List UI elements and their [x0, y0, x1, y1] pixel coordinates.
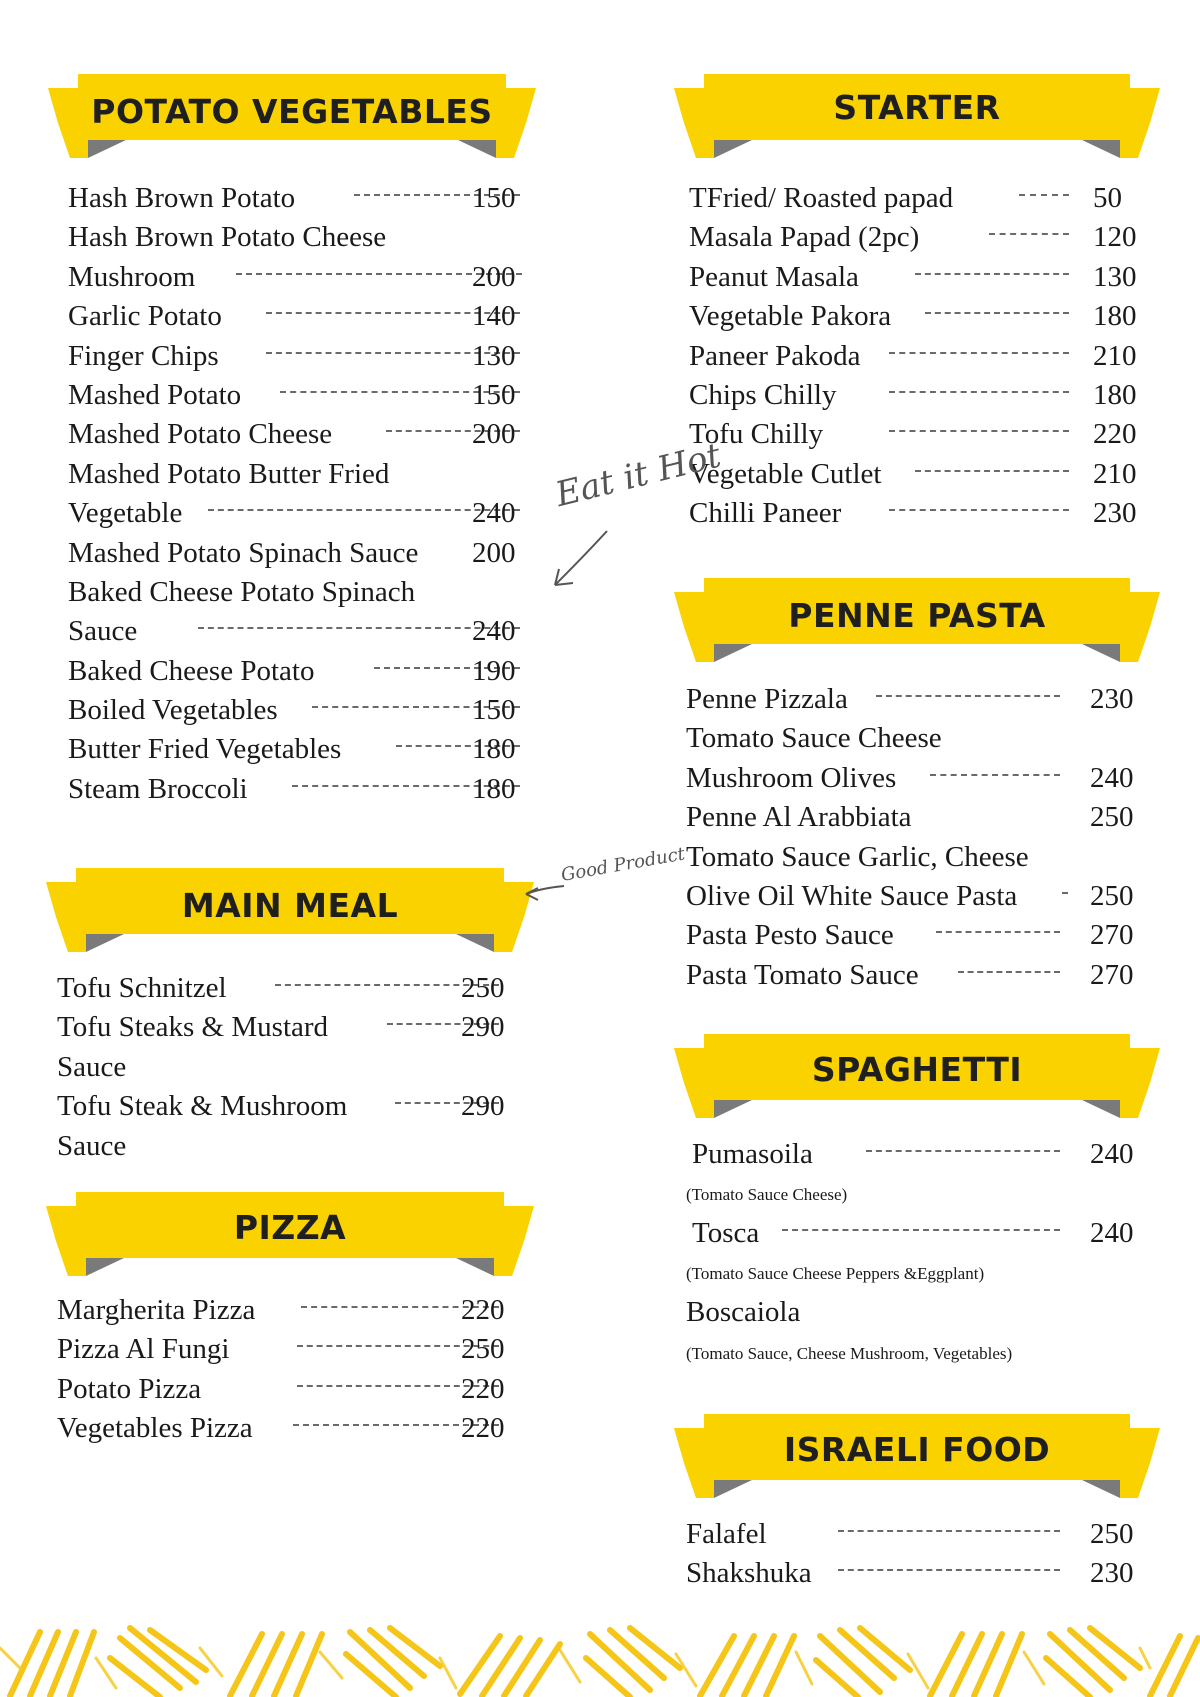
- item-name: Garlic Potato: [68, 300, 222, 333]
- handwriting-line-2: Good Product: [559, 843, 687, 886]
- item-price: 120: [1093, 221, 1137, 254]
- item-name: Penne Al Arabbiata: [686, 801, 912, 834]
- item-price: 190: [472, 654, 516, 687]
- ribbon-main-meal: [46, 868, 534, 952]
- item-price: 250: [461, 972, 505, 1004]
- item-name: Masala Papad (2pc): [689, 221, 920, 254]
- section-title: MAIN MEAL: [181, 886, 399, 925]
- item-name: Peanut Masala: [689, 260, 859, 293]
- item-name: Tofu Schnitzel: [57, 972, 227, 1004]
- item-price: 250: [461, 1333, 505, 1366]
- leader-dots: [930, 774, 1060, 776]
- item-name: Chips Chilly: [689, 378, 837, 411]
- item-description: (Tomato Sauce Cheese Peppers &Eggplant): [686, 1264, 985, 1283]
- section-title: ISRAELI FOOD: [783, 1430, 1051, 1469]
- item-price: 200: [472, 418, 516, 451]
- item-price: 180: [1093, 300, 1137, 333]
- item-price: 220: [461, 1294, 505, 1326]
- item-price: 220: [1093, 418, 1137, 451]
- item-name: Mushroom: [68, 260, 196, 293]
- item-price: 140: [472, 300, 516, 333]
- item-price: 180: [472, 733, 516, 766]
- ribbon-penne-pasta: [674, 578, 1160, 662]
- menu-item: [68, 731, 528, 770]
- menu-item: [686, 878, 1156, 917]
- item-name: Butter Fried Vegetables: [68, 733, 342, 766]
- item-price: 270: [1090, 919, 1134, 952]
- menu-list-main-meal: [57, 970, 517, 1167]
- menu-item: [68, 259, 528, 298]
- menu-item: [68, 219, 528, 258]
- item-price: 210: [1093, 457, 1137, 490]
- menu-item: [686, 720, 1156, 759]
- item-price: 210: [1093, 339, 1137, 372]
- item-price: 290: [461, 1011, 505, 1044]
- menu-item: [68, 495, 528, 534]
- section-title: SPAGHETTI: [811, 1050, 1023, 1089]
- menu-list-pizza: [57, 1292, 517, 1450]
- leader-dots: [866, 1150, 1060, 1152]
- menu-item: [689, 180, 1159, 219]
- item-name: Pumasoila: [692, 1138, 813, 1170]
- leader-dots: [889, 352, 1069, 354]
- leader-dots: [989, 233, 1069, 235]
- menu-item: [68, 298, 528, 337]
- item-name: Steam Broccoli: [68, 772, 248, 805]
- item-name: Boscaiola: [686, 1296, 801, 1328]
- section-title: PENNE PASTA: [788, 596, 1046, 635]
- item-price: 230: [1090, 1557, 1134, 1590]
- item-name: Pizza Al Fungi: [57, 1333, 230, 1366]
- leader-dots: [782, 1229, 1060, 1231]
- menu-item: [686, 1215, 1156, 1254]
- menu-item: [686, 839, 1156, 878]
- item-name: Vegetable Pakora: [689, 300, 892, 333]
- item-name: Boiled Vegetables: [68, 694, 278, 727]
- menu-item: [689, 456, 1159, 495]
- item-name: Vegetable Cutlet: [689, 457, 882, 490]
- item-price: 240: [1090, 761, 1134, 794]
- menu-item: [57, 970, 517, 1009]
- item-price: 230: [1090, 683, 1134, 715]
- menu-item: [68, 771, 528, 810]
- handwriting-good-product: [522, 843, 687, 906]
- item-name: Tosca: [692, 1217, 760, 1249]
- menu-item: [57, 1088, 517, 1127]
- leader-dots: [889, 391, 1069, 393]
- item-price: 200: [472, 536, 516, 569]
- item-name: Margherita Pizza: [57, 1294, 256, 1326]
- menu-item: [689, 338, 1159, 377]
- leader-dots: [838, 1530, 1060, 1532]
- item-price: 180: [1093, 378, 1137, 411]
- item-name: Tofu Steak & Mushroom: [57, 1090, 348, 1123]
- ribbon-spaghetti: [674, 1034, 1160, 1118]
- menu-item: [57, 1331, 517, 1370]
- item-name: Hash Brown Potato: [68, 182, 296, 214]
- item-name: TFried/ Roasted papad: [689, 182, 954, 214]
- item-name: Mashed Potato Butter Fried: [68, 457, 390, 490]
- menu-item: [57, 1009, 517, 1048]
- menu-item: [689, 219, 1159, 258]
- item-price: 50: [1093, 182, 1122, 214]
- item-name: Tomato Sauce Cheese: [686, 722, 942, 755]
- menu-item: [68, 416, 528, 455]
- menu-item: [57, 1292, 517, 1331]
- item-name: Tofu Chilly: [689, 418, 824, 451]
- item-name: Mashed Potato Cheese: [68, 418, 333, 451]
- menu-list-israeli-food: [686, 1516, 1156, 1595]
- leader-dots: [915, 470, 1069, 472]
- menu-item: [686, 681, 1156, 720]
- section-title: POTATO VEGETABLES: [91, 92, 493, 131]
- item-name: Potato Pizza: [57, 1372, 202, 1405]
- leader-dots: [925, 312, 1069, 314]
- item-name: Mushroom Olives: [686, 761, 897, 794]
- item-price: 130: [1093, 260, 1137, 293]
- leader-dots: [889, 430, 1069, 432]
- item-price: 240: [1090, 1217, 1134, 1249]
- leader-dots: [1019, 194, 1069, 196]
- item-name: Falafel: [686, 1518, 767, 1550]
- item-name: Sauce: [57, 1129, 127, 1162]
- menu-item: [68, 377, 528, 416]
- item-price: 150: [472, 182, 516, 214]
- item-price: 240: [472, 497, 516, 530]
- menu-item: [686, 1136, 1156, 1175]
- item-price: 250: [1090, 879, 1134, 912]
- item-price: 270: [1090, 958, 1134, 991]
- item-price: 150: [472, 694, 516, 727]
- menu-item: [686, 799, 1156, 838]
- item-price: 200: [472, 260, 516, 293]
- item-name: Chilli Paneer: [689, 497, 842, 530]
- item-name: Vegetable: [68, 497, 183, 530]
- menu-list-penne-pasta: [686, 681, 1156, 996]
- item-price: 180: [472, 772, 516, 805]
- menu-item: [68, 613, 528, 652]
- ribbon-potato-vegetables: [48, 74, 536, 158]
- item-name: Shakshuka: [686, 1557, 812, 1590]
- menu-item: [686, 957, 1156, 996]
- item-name: Olive Oil White Sauce Pasta: [686, 879, 1018, 912]
- item-price: 290: [461, 1090, 505, 1123]
- handwritten-note-good-product: [522, 843, 687, 906]
- item-name: Mashed Potato: [68, 378, 242, 411]
- item-name: Hash Brown Potato Cheese: [68, 221, 387, 254]
- item-price: 150: [472, 378, 516, 411]
- handwritten-note-eat-it-hot: [545, 435, 725, 595]
- menu-list-starter: [689, 180, 1159, 535]
- menu-item: [686, 1516, 1156, 1555]
- menu-item: [689, 298, 1159, 337]
- menu-item: [57, 1410, 517, 1449]
- item-name: Tomato Sauce Garlic, Cheese: [686, 840, 1029, 873]
- leader-dots: [958, 971, 1060, 973]
- item-name: Tofu Steaks & Mustard: [57, 1011, 329, 1044]
- handwriting-line-1: Eat it Hot: [551, 435, 725, 516]
- item-price: 220: [461, 1372, 505, 1405]
- item-name: Pasta Pesto Sauce: [686, 919, 894, 952]
- menu-item: [57, 1371, 517, 1410]
- item-name: Paneer Pakoda: [689, 339, 861, 372]
- item-name: Vegetables Pizza: [57, 1412, 253, 1445]
- section-title: STARTER: [833, 88, 1001, 127]
- menu-item: [689, 416, 1159, 455]
- item-price: 250: [1090, 801, 1134, 834]
- menu-item: [686, 917, 1156, 956]
- leader-dots: [876, 695, 1060, 697]
- item-price: 240: [1090, 1138, 1134, 1170]
- item-name: Finger Chips: [68, 339, 219, 372]
- leader-dots: [889, 509, 1069, 511]
- item-name: Baked Cheese Potato: [68, 654, 315, 687]
- menu-item: [689, 259, 1159, 298]
- decorative-stripe-pattern: [0, 1628, 1200, 1697]
- menu-item: [68, 338, 528, 377]
- item-price: 230: [1093, 497, 1137, 530]
- item-name: Pasta Tomato Sauce: [686, 958, 919, 991]
- menu-item: [686, 1555, 1156, 1594]
- section-title: PIZZA: [233, 1208, 347, 1247]
- item-description: (Tomato Sauce Cheese): [686, 1185, 848, 1204]
- leader-dots: [936, 931, 1060, 933]
- menu-item: [689, 377, 1159, 416]
- menu-item: [57, 1128, 517, 1167]
- menu-item: [57, 1049, 517, 1088]
- item-name: Penne Pizzala: [686, 683, 848, 715]
- item-name: Baked Cheese Potato Spinach: [68, 575, 416, 608]
- leader-dots: [1062, 892, 1068, 894]
- item-price: 220: [461, 1412, 505, 1445]
- item-price: 240: [472, 615, 516, 648]
- menu-item: [686, 760, 1156, 799]
- item-name: Mashed Potato Spinach Sauce: [68, 536, 419, 569]
- item-price: 130: [472, 339, 516, 372]
- item-name: Sauce: [68, 615, 138, 648]
- menu-list-potato: [68, 180, 528, 810]
- item-description: (Tomato Sauce, Cheese Mushroom, Vegetables): [686, 1344, 1013, 1363]
- menu-item: [689, 495, 1159, 534]
- leader-dots: [915, 273, 1069, 275]
- handwriting-eat-it-hot: [545, 435, 725, 595]
- menu-item: [68, 180, 528, 219]
- ribbon-starter: [674, 74, 1160, 158]
- leader-dots: [838, 1569, 1060, 1571]
- ribbon-israeli-food: [674, 1414, 1160, 1498]
- menu-item: [68, 535, 528, 574]
- menu-list-spaghetti: [686, 1136, 1156, 1363]
- menu-item: [68, 692, 528, 731]
- menu-item: [68, 456, 528, 495]
- item-name: Sauce: [57, 1050, 127, 1083]
- item-price: 250: [1090, 1518, 1134, 1550]
- menu-item: [68, 653, 528, 692]
- menu-item: [68, 574, 528, 613]
- menu-item: [686, 1294, 1156, 1333]
- ribbon-pizza: [46, 1192, 534, 1276]
